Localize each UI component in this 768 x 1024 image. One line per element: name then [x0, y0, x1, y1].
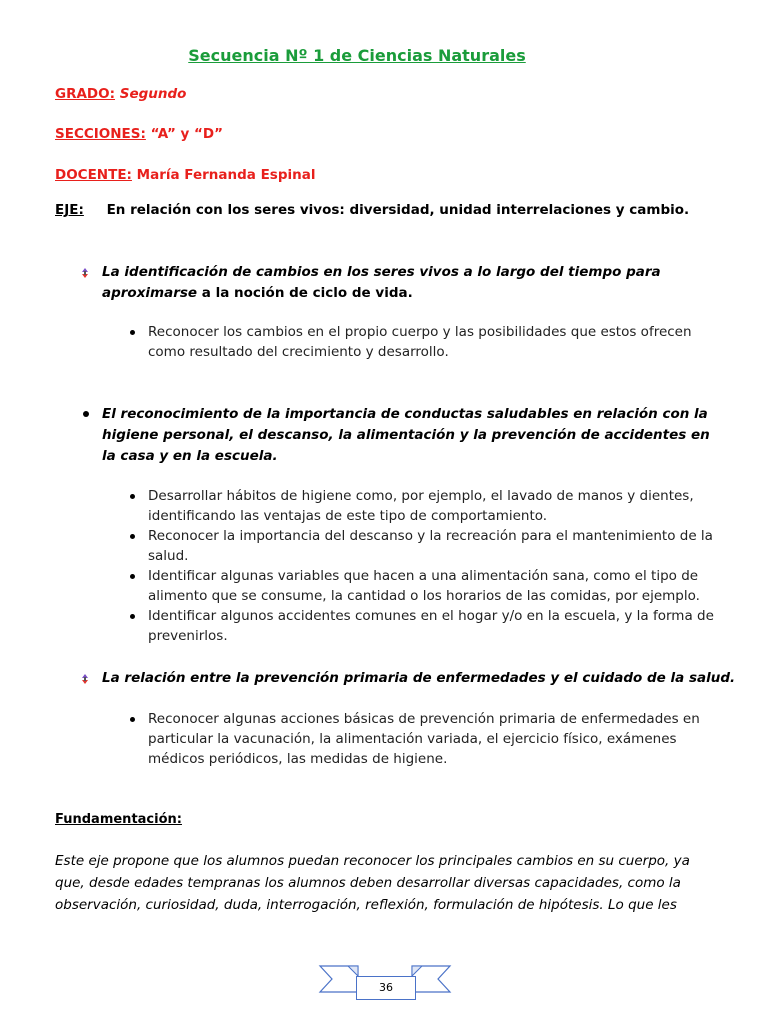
fundamentacion-title: Fundamentación: — [55, 812, 182, 827]
eje-line — [55, 202, 689, 218]
grado-line — [55, 86, 186, 102]
section-1-heading-rest: a la noción de ciclo de vida. — [197, 285, 413, 301]
round-bullet-icon — [83, 411, 89, 417]
section-1-heading — [80, 262, 720, 304]
arrow-bullet-icon — [80, 268, 90, 278]
eje-label: EJE: — [55, 202, 84, 218]
document-title: Secuencia Nº 1 de Ciencias Naturales — [188, 46, 526, 65]
list-item: Reconocer la importancia del descanso y la recreación para el mantenimiento de la salud. — [128, 526, 728, 566]
fundamentacion-body: Este eje propone que los alumnos puedan reconocer los principales cambios en su cuerpo, ya que, desde edades tempranas los alumnos deben desarrollar diversas capacidades, como la observación, curiosidad, duda, interrogación, reflexión, formulación de hipótesis. Lo que les — [55, 853, 690, 913]
eje-value: En relación con los seres vivos: diversidad, unidad interrelaciones y cambio. — [106, 202, 690, 218]
docente-value: María Fernanda Espinal — [136, 167, 316, 183]
list-item: Identificar algunas variables que hacen a una alimentación sana, como el tipo de alimento que se consume, la cantidad o los horarios de las comidas, por ejemplo. — [128, 566, 728, 606]
grado-value: Segundo — [119, 86, 187, 102]
page-number: 36 — [356, 976, 416, 1000]
list-item: Desarrollar hábitos de higiene como, por ejemplo, el lavado de manos y dientes, identificando las ventajas de este tipo de comportamiento. — [128, 486, 728, 526]
secciones-line — [55, 126, 223, 142]
arrow-bullet-icon — [80, 674, 90, 684]
section-3-heading-italic: La relación entre la prevención primaria de enfermedades y el cuidado de la salud. — [102, 670, 736, 686]
secciones-label: SECCIONES: — [55, 126, 146, 142]
list-item: Reconocer algunas acciones básicas de prevención primaria de enfermedades en particular la vacunación, la alimentación variada, el ejercicio físico, exámenes médicos periódicos, las medidas de higiene. — [128, 709, 728, 769]
section-3-list — [128, 709, 728, 769]
section-1-heading-italic: La identificación de cambios en los seres vivos a lo largo del tiempo para aproximarse — [102, 264, 661, 301]
section-2-list — [128, 486, 728, 646]
section-2-heading — [80, 404, 720, 467]
grado-label: GRADO: — [55, 86, 116, 102]
section-1-list — [128, 322, 728, 362]
page-number-banner — [318, 962, 452, 1006]
section-2-heading-italic: El reconocimiento de la importancia de conductas saludables en relación con la higiene personal, el descanso, la alimentación y la prevención de accidentes en la casa y en la escuela. — [102, 406, 710, 464]
secciones-value: “A” y “D” — [150, 126, 223, 142]
docente-label: DOCENTE: — [55, 167, 132, 183]
list-item: Identificar algunos accidentes comunes en el hogar y/o en la escuela, y la forma de prevenirlos. — [128, 606, 728, 646]
list-item: Reconocer los cambios en el propio cuerpo y las posibilidades que estos ofrecen como resultado del crecimiento y desarrollo. — [128, 322, 728, 362]
section-3-heading — [80, 668, 740, 689]
docente-line — [55, 167, 316, 183]
